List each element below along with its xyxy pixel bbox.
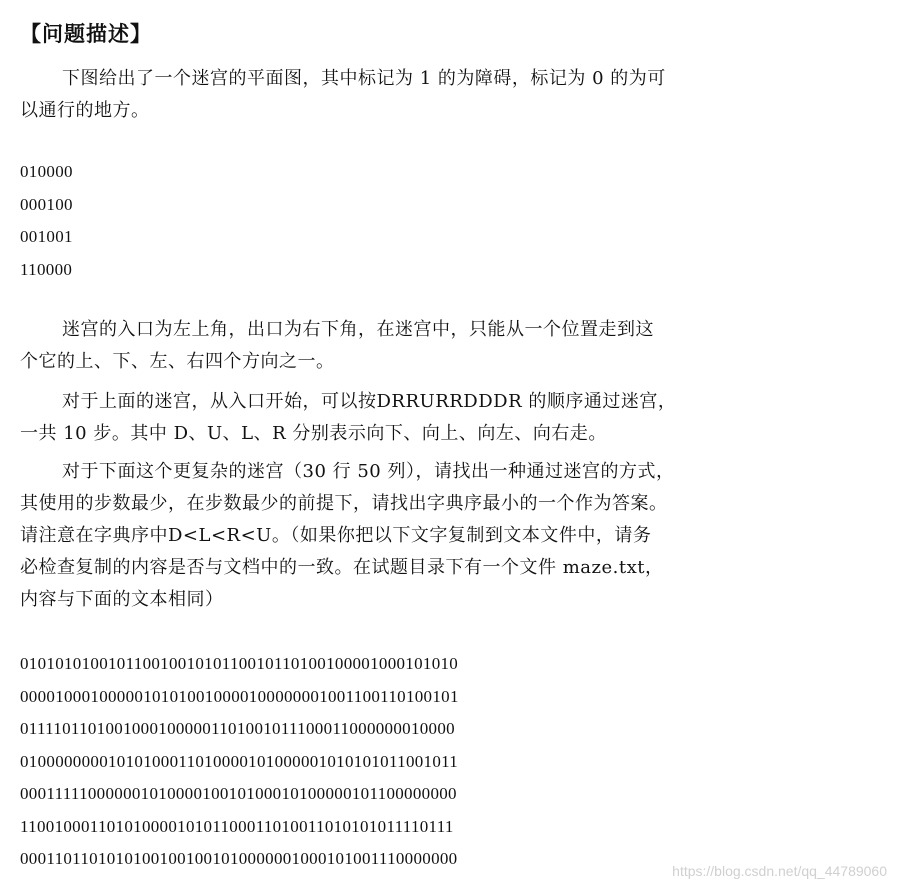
section-heading: 【问题描述】 <box>20 22 152 46</box>
rules-line: 迷宫的入口为左上角，出口为右下角，在迷宫中，只能从一个位置走到这 <box>62 319 654 340</box>
task-line: 内容与下面的文本相同） <box>20 589 224 610</box>
task-line: 对于下面这个更复杂的迷宫（30 行 50 列），请找出一种通过迷宫的方式， <box>62 461 675 482</box>
maze-row: 01111011010010001000001101001011100011000000010000 <box>20 719 455 738</box>
maze-row: 000100 <box>20 194 73 214</box>
maze-row: 110000 <box>20 259 73 279</box>
intro-paragraph <box>20 63 880 127</box>
maze-row: 01010101001011001001010110010110100100001000101010 <box>20 654 459 673</box>
rules-paragraph <box>20 314 880 378</box>
maze-row: 001001 <box>20 227 73 246</box>
maze-row: 00011011010101001001001010000001000101001110000000 <box>20 849 458 868</box>
example-paragraph <box>20 386 880 450</box>
rules-line: 个它的上、下、左、右四个方向之一。 <box>20 351 335 372</box>
maze-row: 11001000110101000010101100011010011010101011110111 <box>20 816 454 836</box>
maze-row: 010000 <box>20 162 73 181</box>
example-line: 一共 10 步。其中 D、U、L、R 分别表示向下、向上、向左、向右走。 <box>20 423 607 444</box>
watermark: https://blog.csdn.net/qq_44789060 <box>672 863 887 879</box>
small-maze <box>20 156 73 286</box>
task-line: 请注意在字典序中D<L<R<U。（如果你把以下文字复制到文本文件中，请务 <box>20 525 652 546</box>
maze-row: 01000000001010100011010000101000001010101011001011 <box>20 751 459 771</box>
task-paragraph <box>20 456 880 616</box>
example-line: 对于上面的迷宫，从入口开始，可以按DRRURRDDDR 的顺序通过迷宫， <box>62 391 677 412</box>
task-line: 其使用的步数最少，在步数最少的前提下，请找出字典序最小的一个作为答案。 <box>20 493 668 514</box>
task-line: 必检查复制的内容是否与文档中的一致。在试题目录下有一个文件 maze.txt， <box>20 557 664 578</box>
intro-line: 下图给出了一个迷宫的平面图，其中标记为 1 的为障碍，标记为 0 的为可 <box>62 68 666 89</box>
maze-row: 00011111000000101000010010100010100000101100000000 <box>20 784 457 803</box>
large-maze <box>20 648 459 876</box>
maze-row: 00001000100000101010010000100000001001100110100101 <box>20 686 459 706</box>
intro-line: 以通行的地方。 <box>20 100 150 121</box>
